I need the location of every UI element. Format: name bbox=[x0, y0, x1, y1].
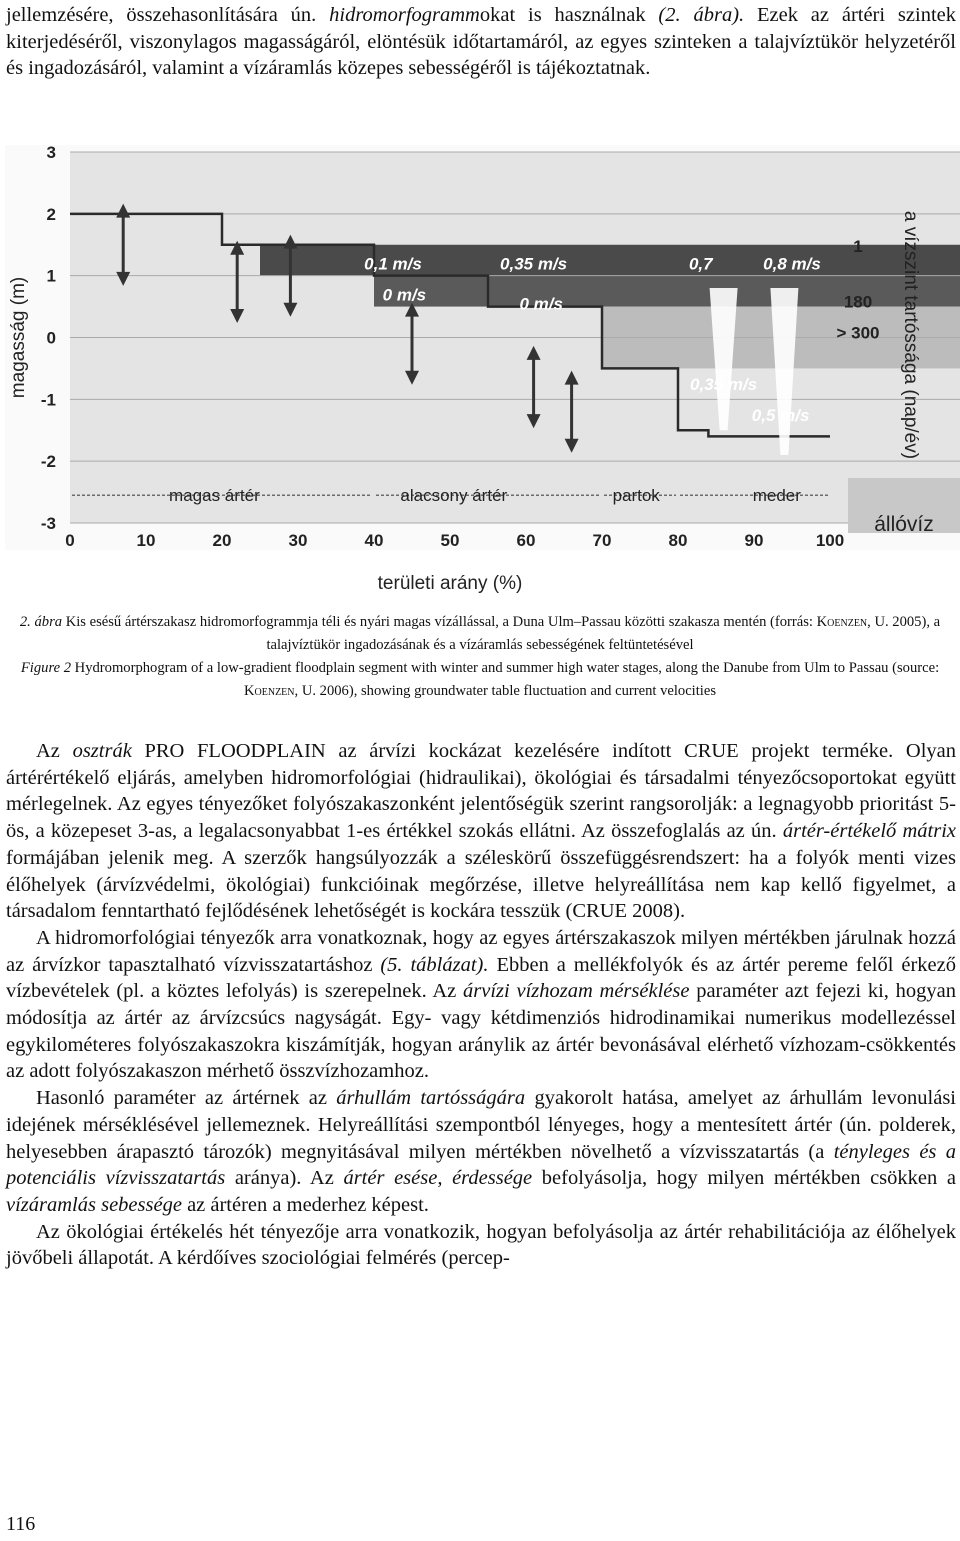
x-tick-label: 60 bbox=[516, 531, 536, 550]
standing-water-label: állóvíz bbox=[874, 513, 934, 536]
body-paragraph: Az ökológiai értékelés hét tényezője arra vonatkozik, hogyan befolyásolja az ártér rehabilitációja az élőhelyek jövőbeli állapotát. A kérdőíves szociológiai felmérés (percep- bbox=[6, 1220, 956, 1270]
intro-paragraph bbox=[6, 2, 956, 82]
x-tick-label: 40 bbox=[364, 531, 384, 550]
y2-tick-label: 1 bbox=[853, 236, 863, 256]
body-paragraph: A hidromorfológiai tényezők arra vonatkoznak, hogy az egyes ártérszakaszok milyen mértékben járulnak hozzá az árvízkor tapasztalható vízvisszatartáshoz (5. táblázat). Ebben a mellékfolyók és az ártér pereme felől érkező vízbevételek (pl. a köztes lefolyás) is szerepelnek. Az árvízi vízhozam mérséklése paraméter azt fejezi ki, hogyan módosítja az ártér az árvízcsúcs nagyságát. Egy- vagy kétdimenziós hidrodinamikai numerikus modellezéssel egykilométeres folyószakaszokra kiszámítják, hogyan aránylik az ártér bevonásával elérhető vízhozam-csökkentés az adott folyószakaszon mérhető összvízhozamhoz. bbox=[6, 926, 956, 1083]
caption-author: Koenzen bbox=[816, 614, 868, 630]
page-number: 116 bbox=[6, 1513, 36, 1535]
y2-tick-label: 180 bbox=[843, 292, 873, 312]
x-tick-label: 0 bbox=[65, 531, 75, 550]
y2-tick-label: > 300 bbox=[836, 323, 880, 343]
y-tick-label: 1 bbox=[46, 266, 56, 286]
winter-velocity-label: 0,8 m/s bbox=[763, 254, 821, 274]
x-tick-label: 80 bbox=[668, 531, 688, 550]
y-tick-label: -2 bbox=[40, 452, 56, 472]
body-paragraph: Az osztrák PRO FLOODPLAIN az árvízi kockázat kezelésére indított CRUE projekt terméke. Olyan ártérértékelő eljárás, amelyben hidromorfológiai (hidraulikai), ökológiai és társadalmi tényezőcsoportokat együtt mérlegelnek. Az egyes tényezőket folyószakaszonként jelentőségük szerint rangsorolják: a legnagyobb prioritást 5-ös, a közepeset 3-as, a legalacsonyabbat 1-es értékkel szokás ellátni. Az összefoglalás az ún. ártér-értékelő mátrix formájában jelenik meg. A szerzők hangsúlyozzák a széleskörű összefüggésrendszert: ha a folyók menti vizes élőhelyek (árvízvédelmi, ökológiai) funkcióinak megőrzése, illetve helyreállítása nem kap kellő figyelmet, a társadalom fenntartható fejlődésének lehetőségét is kockára tesszük (CRUE 2008). bbox=[6, 740, 957, 923]
winter-velocity-label: 0,35 m/s bbox=[500, 254, 568, 274]
caption-figure-en: Figure 2 bbox=[20, 660, 71, 676]
y-tick-label: 0 bbox=[46, 328, 56, 348]
zone-label: partok bbox=[612, 486, 660, 506]
winter-velocity-label: 0,7 bbox=[688, 254, 713, 274]
y-tick-label: 2 bbox=[46, 204, 56, 224]
intro-text: Ezek az ártéri szintek kiterjedéséről, viszonylagos magasságáról, elöntésük időtartamáról, az egyes szinteken a talajvíztükör helyzetéről és ingadozásáról, valamint a vízáramlás közepes sebességéről is tájékoztatnak. bbox=[6, 4, 956, 80]
plot-area bbox=[70, 152, 960, 533]
y-tick-label: -3 bbox=[40, 514, 56, 533]
y-axis-title: magasság (m) bbox=[8, 276, 29, 399]
body-paragraph: Hasonló paraméter az ártérnek az árhullám tartósságára gyakorolt hatása, amelyet az árhullám levonulási idejének mérséklésével jellemeznek. Helyreállítási szempontból lényeges, hogy a mentesített ártér (ún. polderek, helyesebben árapasztó tározók) megnyitásával milyen mértékben növelhető a vízvisszatartás (a tényleges és a potenciális vízvisszatartás aránya). Az ártér esése, érdessége befolyásolja, hogy milyen mértékben csökken a vízáramlás sebessége az ártéren a mederhez képest. bbox=[6, 1087, 956, 1216]
caption-hu-text: Kis esésű ártérszakasz hidromorfogrammja téli és nyári magas vízállással, a Duna Ulm–Passau közötti szakasza mentén (forrás: bbox=[62, 614, 817, 630]
zone-label: magas ártér bbox=[169, 486, 260, 506]
caption-hu-text: , U. 2005), a talajvíztükör ingadozásának és a vízáramlás sebességének feltüntetésével bbox=[266, 614, 941, 653]
x-tick-label: 70 bbox=[592, 531, 612, 550]
hydromorphogram-figure bbox=[0, 140, 960, 600]
summer-velocity-label: 0 m/s bbox=[382, 285, 427, 305]
caption-en-text: , U. 2006), showing groundwater table fluctuation and current velocities bbox=[294, 683, 716, 699]
x-tick-label: 10 bbox=[136, 531, 156, 550]
summer-velocity-label: 0 m/s bbox=[519, 294, 563, 314]
intro-figure-ref: (2. ábra). bbox=[658, 4, 745, 26]
summer-velocity-label: 0,5 m/s bbox=[751, 405, 810, 425]
x-tick-label: 20 bbox=[212, 531, 232, 550]
caption-author: Koenzen bbox=[243, 683, 295, 699]
y2-axis-title: a vízszint tartóssága (nap/év) bbox=[900, 210, 921, 460]
caption-en-text: Hydromorphogram of a low-gradient floodplain segment with winter and summer high water stages, along the Danube from Ulm to Passau (source: bbox=[71, 660, 940, 676]
y-tick-label: 3 bbox=[46, 143, 56, 162]
intro-text: jellemzésére, összehasonlítására ún. bbox=[6, 4, 330, 26]
summer-velocity-label: 0,35 m/s bbox=[690, 375, 758, 395]
figure-caption bbox=[8, 611, 952, 703]
intro-term: hidromorfogramm bbox=[329, 4, 480, 26]
x-axis-title: területi arány (%) bbox=[377, 573, 523, 594]
x-tick-label: 90 bbox=[744, 531, 764, 550]
winter-velocity-label: 0,1 m/s bbox=[364, 254, 422, 274]
zone-label: meder bbox=[752, 486, 801, 506]
intro-text: okat is használnak bbox=[479, 4, 659, 26]
body-text bbox=[6, 738, 956, 1272]
x-tick-label: 100 bbox=[815, 531, 845, 550]
x-tick-label: 30 bbox=[288, 531, 308, 550]
x-tick-label: 50 bbox=[440, 531, 460, 550]
zone-label: alacsony ártér bbox=[400, 486, 508, 506]
caption-figure-number: 2. ábra bbox=[19, 614, 63, 630]
y-tick-label: -1 bbox=[40, 390, 56, 410]
